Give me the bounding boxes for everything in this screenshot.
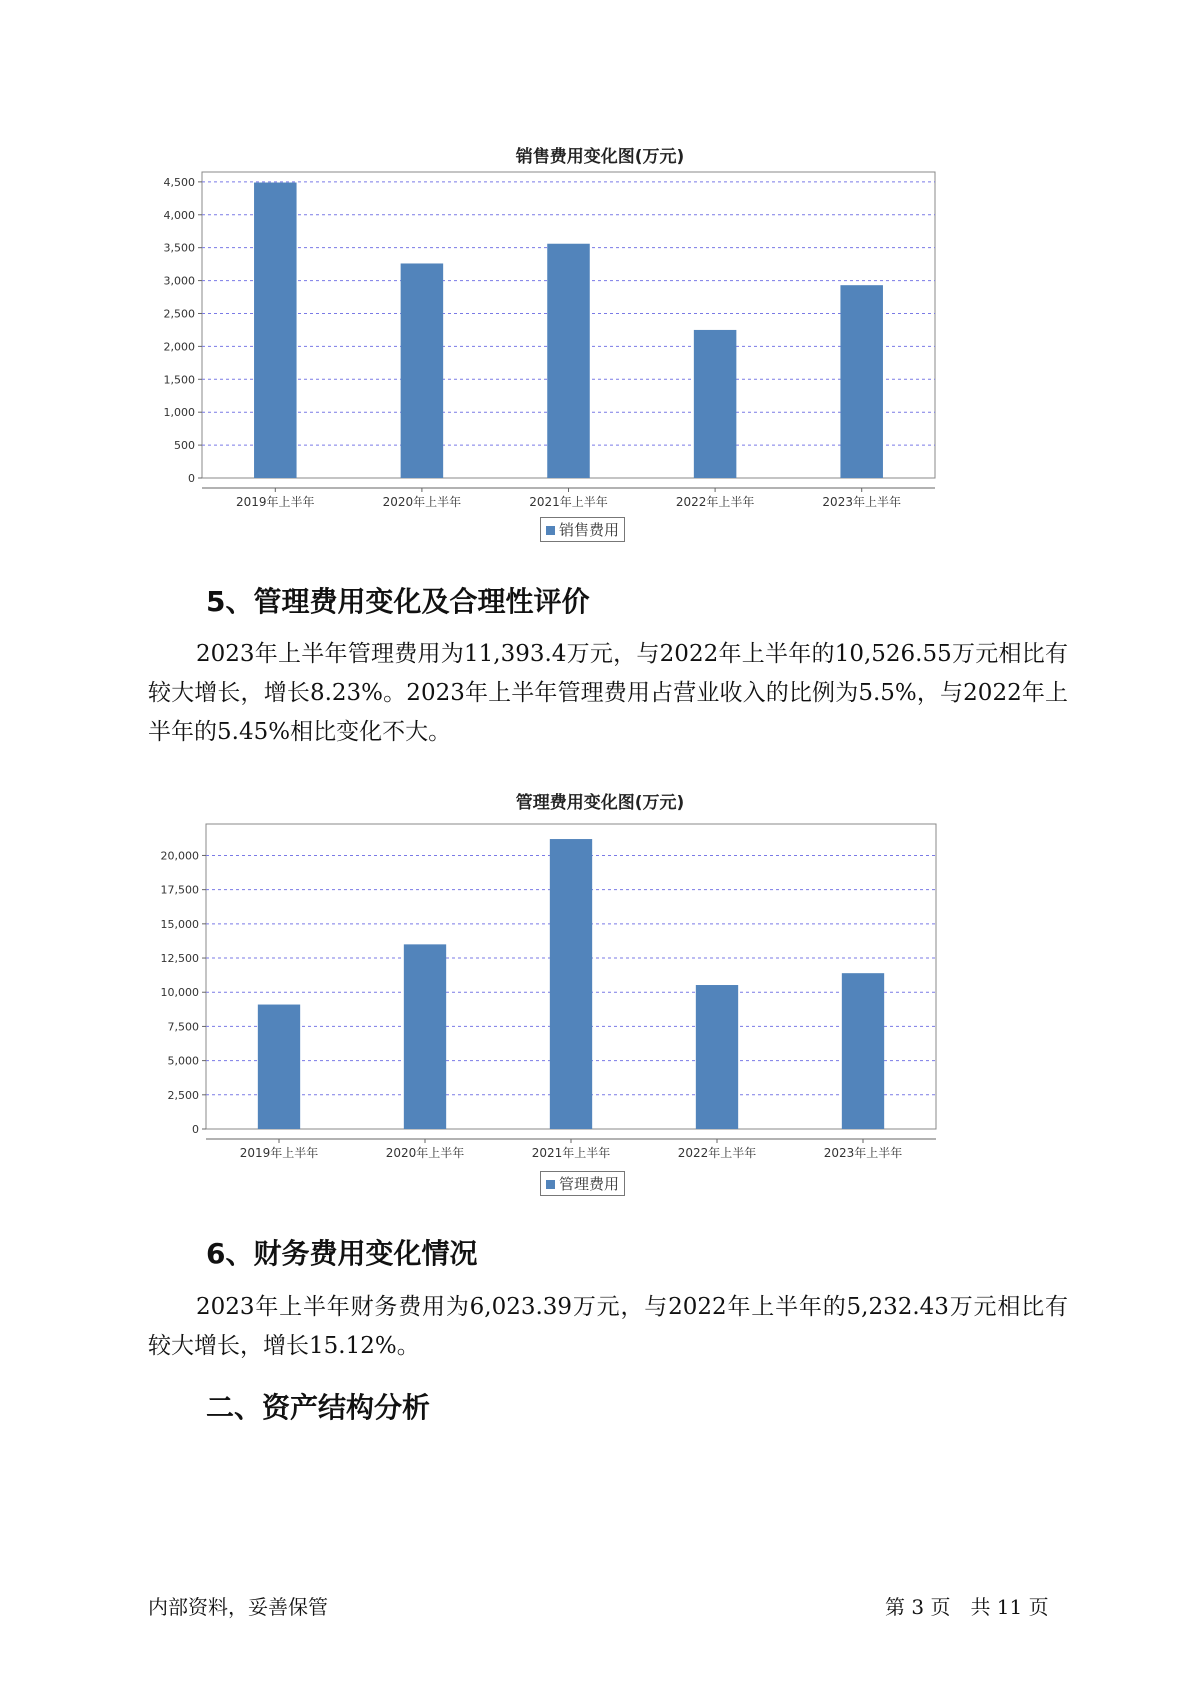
section-heading-management-expense: 5、管理费用变化及合理性评价: [206, 585, 590, 618]
y-tick-label: 12,500: [160, 952, 199, 966]
y-tick-label: 0: [188, 472, 195, 485]
chart-title: 管理费用变化图(万元): [515, 793, 685, 813]
y-tick-label: 17,500: [160, 883, 199, 897]
y-tick-label: 5,000: [167, 1054, 199, 1068]
y-tick-label: 7,500: [167, 1020, 199, 1034]
footer-page-number: 第 3 页 共 11 页: [885, 1595, 1049, 1619]
management-expense-chart: [160, 788, 1030, 1208]
x-tick-label: 2023年上半年: [822, 495, 901, 509]
x-tick-label: 2023年上半年: [823, 1146, 903, 1160]
chart-legend: [540, 1171, 625, 1196]
bar: [550, 839, 592, 1129]
y-tick-label: 20,000: [160, 849, 199, 863]
section-heading-asset-structure: 二、资产结构分析: [206, 1391, 431, 1424]
paragraph-financial-expense: [148, 1288, 1068, 1366]
x-tick-label: 2019年上半年: [236, 495, 315, 509]
y-tick-label: 2,500: [167, 1088, 199, 1102]
y-tick-label: 15,000: [160, 917, 199, 931]
bar: [547, 244, 590, 478]
bar: [694, 330, 737, 478]
paragraph-text: 2023年上半年财务费用为6,023.39万元，与2022年上半年的5,232.43万元相比有较大增长，增长15.12%。: [148, 1294, 1068, 1359]
bar: [840, 285, 883, 478]
y-tick-label: 3,000: [163, 274, 195, 288]
chart-svg: [160, 816, 1030, 1206]
legend-swatch: [546, 1180, 555, 1189]
chart-svg: [163, 172, 1030, 572]
bar: [258, 1005, 300, 1129]
bar: [842, 973, 884, 1129]
y-tick-label: 3,500: [163, 241, 195, 255]
y-tick-label: 4,000: [163, 208, 195, 222]
bar: [401, 263, 444, 478]
bar: [696, 985, 738, 1129]
x-tick-label: 2020年上半年: [382, 495, 462, 509]
y-tick-label: 0: [192, 1123, 199, 1136]
sales-expense-chart: [163, 142, 1030, 582]
x-tick-label: 2022年上半年: [675, 495, 755, 509]
bar: [404, 944, 446, 1129]
y-tick-label: 4,500: [163, 175, 195, 189]
y-tick-label: 1,500: [163, 373, 195, 387]
x-tick-label: 2020年上半年: [385, 1146, 465, 1160]
chart-title: 销售费用变化图(万元): [515, 147, 685, 167]
legend-label: 管理费用: [559, 1175, 620, 1193]
y-tick-label: 500: [174, 439, 195, 453]
y-tick-label: 2,000: [163, 340, 195, 354]
paragraph-text: 2023年上半年管理费用为11,393.4万元，与2022年上半年的10,526.55万元相比有较大增长，增长8.23%。2023年上半年管理费用占营业收入的比例为5.5%，与2022年上半年的5.45%相比变化不大。: [148, 641, 1068, 745]
x-tick-label: 2022年上半年: [677, 1146, 757, 1160]
chart-legend: [540, 517, 625, 542]
x-tick-label: 2021年上半年: [529, 495, 608, 509]
y-tick-label: 2,500: [163, 307, 195, 321]
y-tick-label: 1,000: [163, 406, 195, 420]
legend-label: 销售费用: [559, 521, 620, 539]
paragraph-management-expense: [148, 635, 1068, 752]
x-tick-label: 2019年上半年: [239, 1146, 319, 1160]
footer-left: 内部资料，妥善保管: [148, 1595, 328, 1619]
y-tick-label: 10,000: [160, 986, 199, 1000]
bar: [254, 183, 297, 478]
section-heading-financial-expense: 6、财务费用变化情况: [206, 1237, 478, 1270]
legend-swatch: [546, 526, 555, 535]
x-tick-label: 2021年上半年: [531, 1146, 611, 1160]
